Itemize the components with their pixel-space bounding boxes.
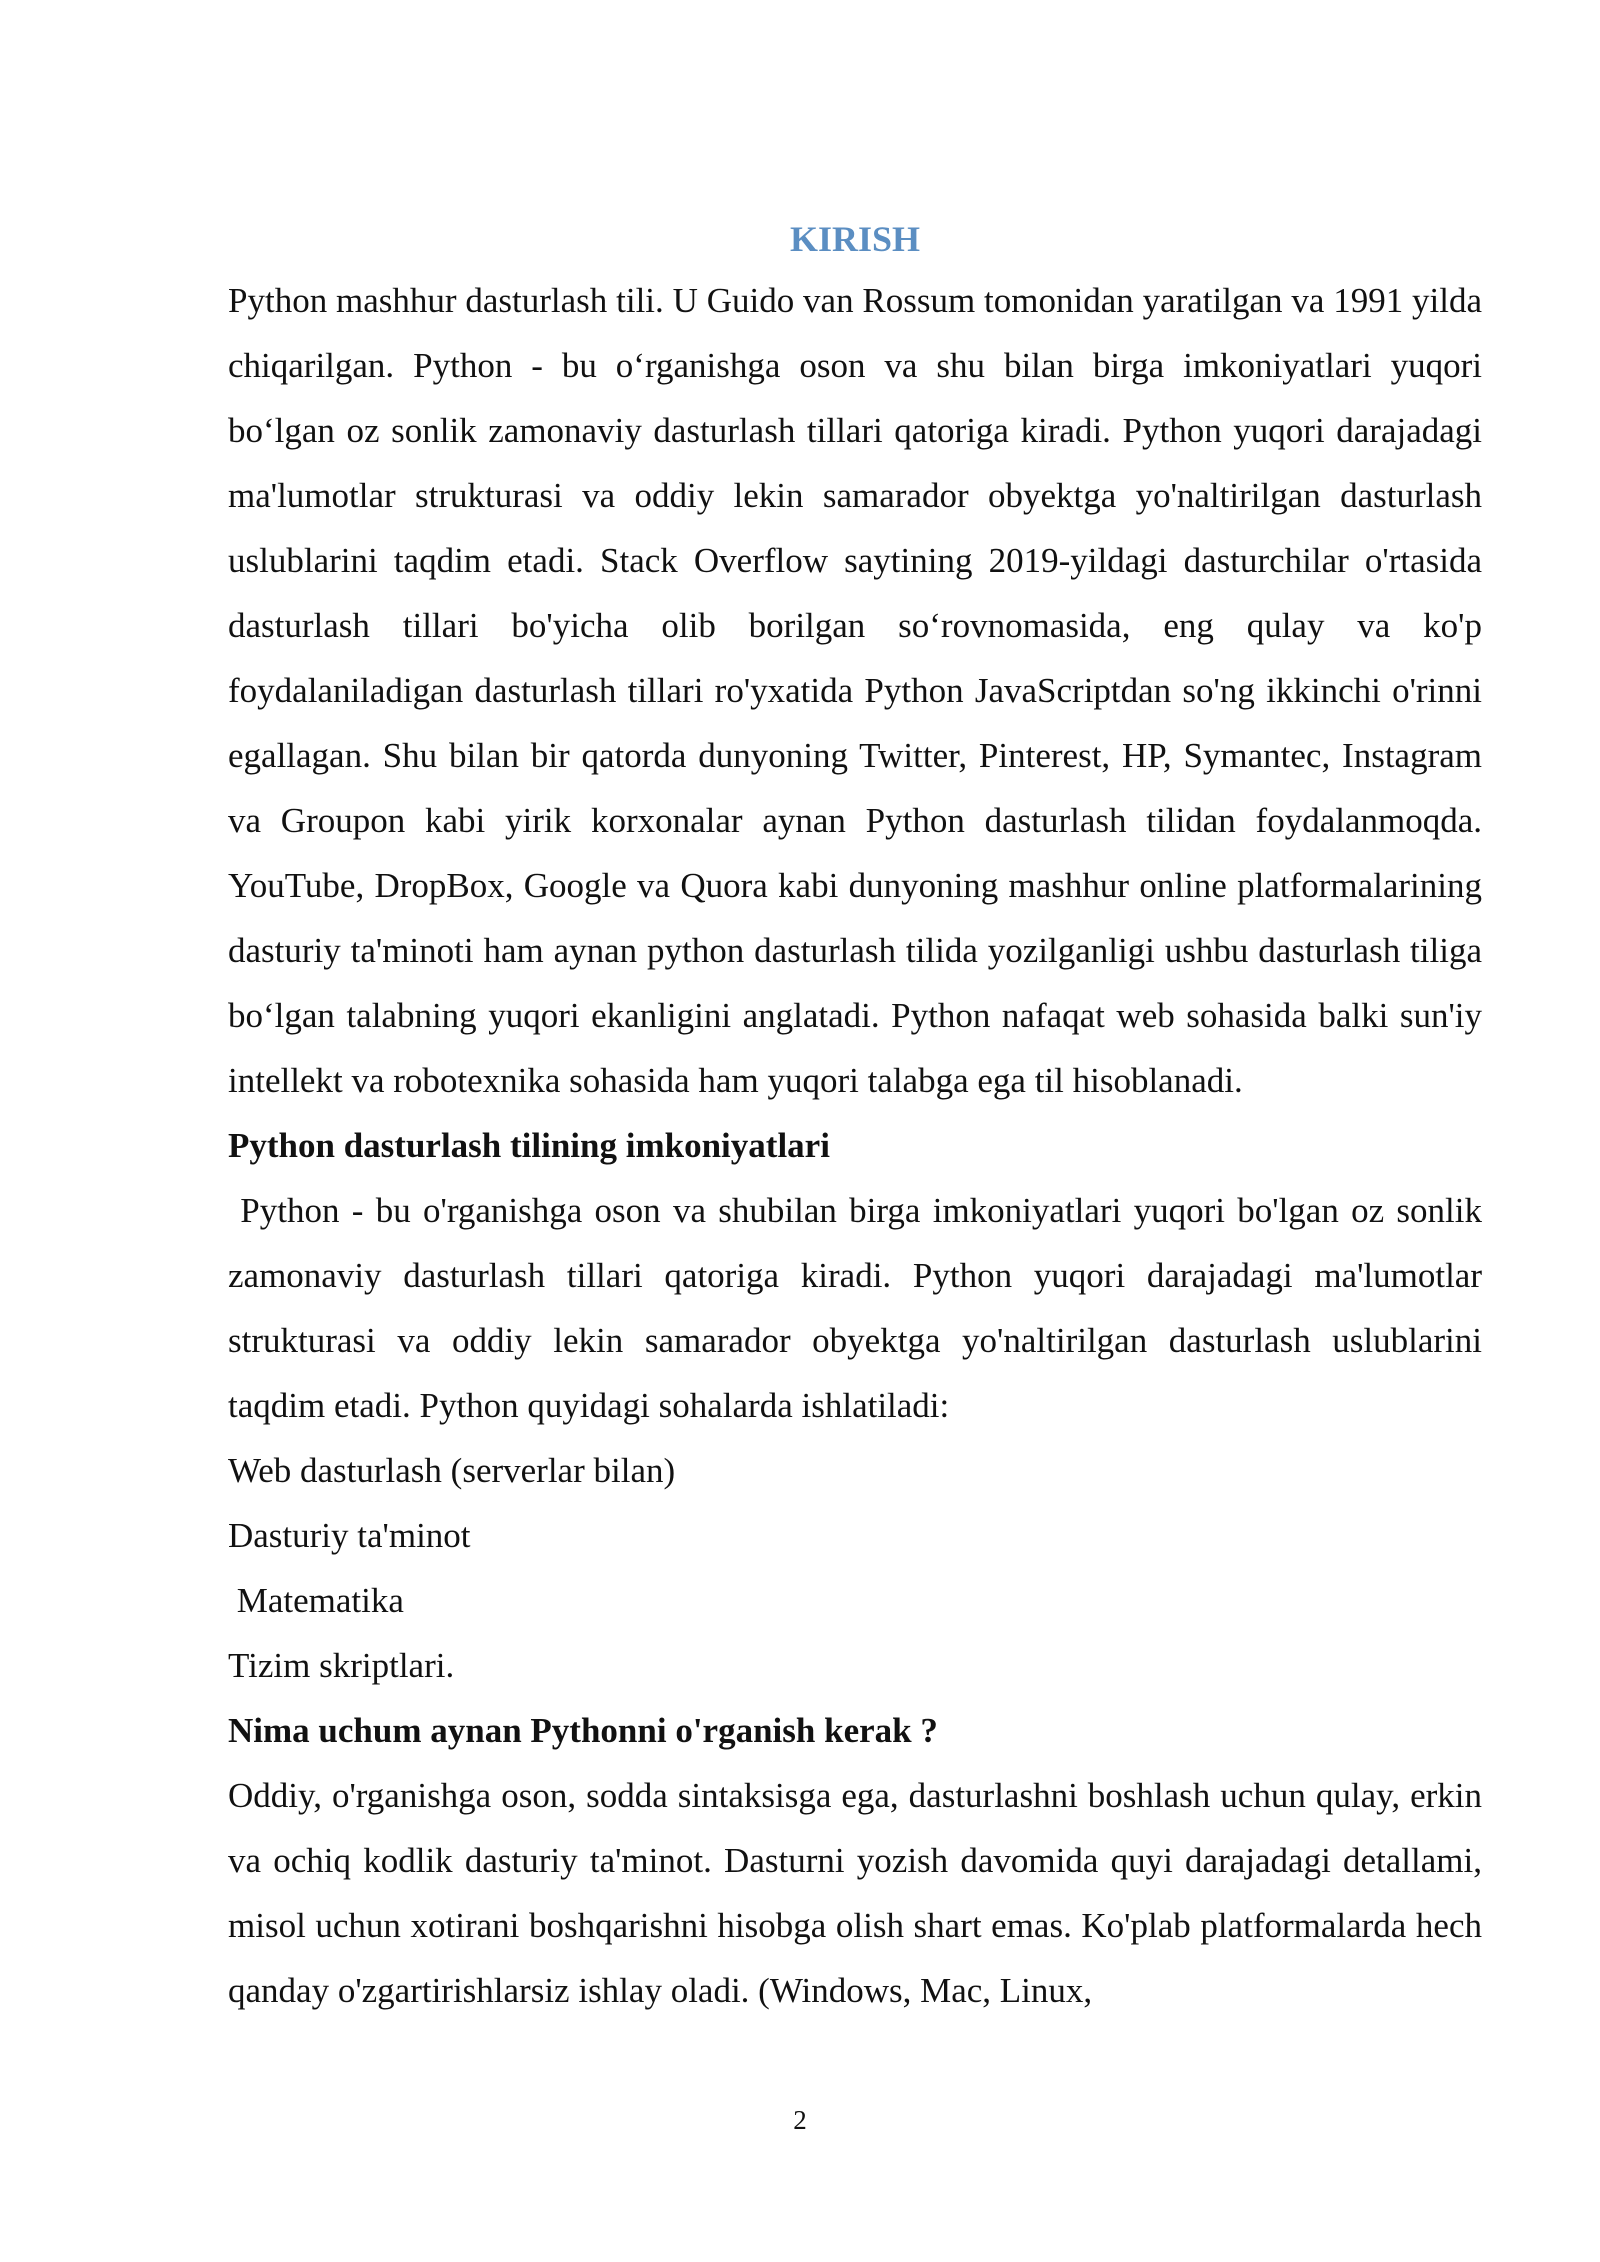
list-item: Matematika bbox=[228, 1581, 404, 1620]
section-heading-why: Nima uchum aynan Pythonni o'rganish kerak ? bbox=[228, 1711, 938, 1750]
section-heading-features: Python dasturlash tilining imkoniyatlari bbox=[228, 1126, 830, 1165]
page-number: 2 bbox=[793, 2105, 807, 2135]
page-content bbox=[228, 210, 1491, 2023]
list-item: Dasturiy ta'minot bbox=[228, 1516, 471, 1555]
features-paragraph: Python - bu o'rganishga oson va shubilan birga imkoniyatlari yuqori bo'lgan oz sonlik zamonaviy dasturlash tillari qatoriga kiradi. Python yuqori darajadagi ma'lumotlar strukturasi va oddiy lekin samarador obyektga yo'naltirilgan dasturlash uslublarini taqdim etadi. Python quyidagi sohalarda ishlatiladi: bbox=[228, 1191, 1491, 1425]
intro-paragraph: Python mashhur dasturlash tili. U Guido van Rossum tomonidan yaratilgan va 1991 yilda chiqarilgan. Python - bu o‘rganishga oson va shu bilan birga imkoniyatlari yuqori bo‘lgan oz sonlik zamonaviy dasturlash tillari qatoriga kiradi. Python yuqori darajadagi ma'lumotlar strukturasi va oddiy lekin samarador obyektga yo'naltirilgan dasturlash uslublarini taqdim etadi. Stack Overflow saytining 2019-yildagi dasturchilar o'rtasida dasturlash tillari bo'yicha olib borilgan so‘rovnomasida, eng qulay va ko'p foydalaniladigan dasturlash tillari ro'yxatida Python JavaScriptdan so'ng ikkinchi o'rinni egallagan. Shu bilan bir qatorda dunyoning Twitter, Pinterest, HP, Symantec, Instagram va Groupon kabi yirik korxonalar aynan Python dasturlash tilidan foydalanmoqda. YouTube, DropBox, Google va Quora kabi dunyoning mashhur online platformalarining dasturiy ta'minoti ham aynan python dasturlash tilida yozilganligi ushbu dasturlash tiliga bo‘lgan talabning yuqori ekanligini anglatadi. Python nafaqat web sohasida balki sun'iy intellekt va robotexnika sohasida ham yuqori talabga ega til hisoblanadi. bbox=[228, 281, 1482, 1100]
list-item: Tizim skriptlari. bbox=[228, 1646, 455, 1685]
why-paragraph: Oddiy, o'rganishga oson, sodda sintaksisga ega, dasturlashni boshlash uchun qulay, erkin va ochiq kodlik dasturiy ta'minot. Dasturni yozish davomida quyi darajadagi detallami, misol uchun xotirani boshqarishni hisobga olish shart emas. Ko'plab platformalarda hech qanday o'zgartirishlarsiz ishlay oladi. (Windows, Mac, Linux, bbox=[228, 1776, 1482, 2010]
page-title: KIRISH bbox=[789, 219, 921, 259]
list-item: Web dasturlash (serverlar bilan) bbox=[228, 1451, 676, 1490]
